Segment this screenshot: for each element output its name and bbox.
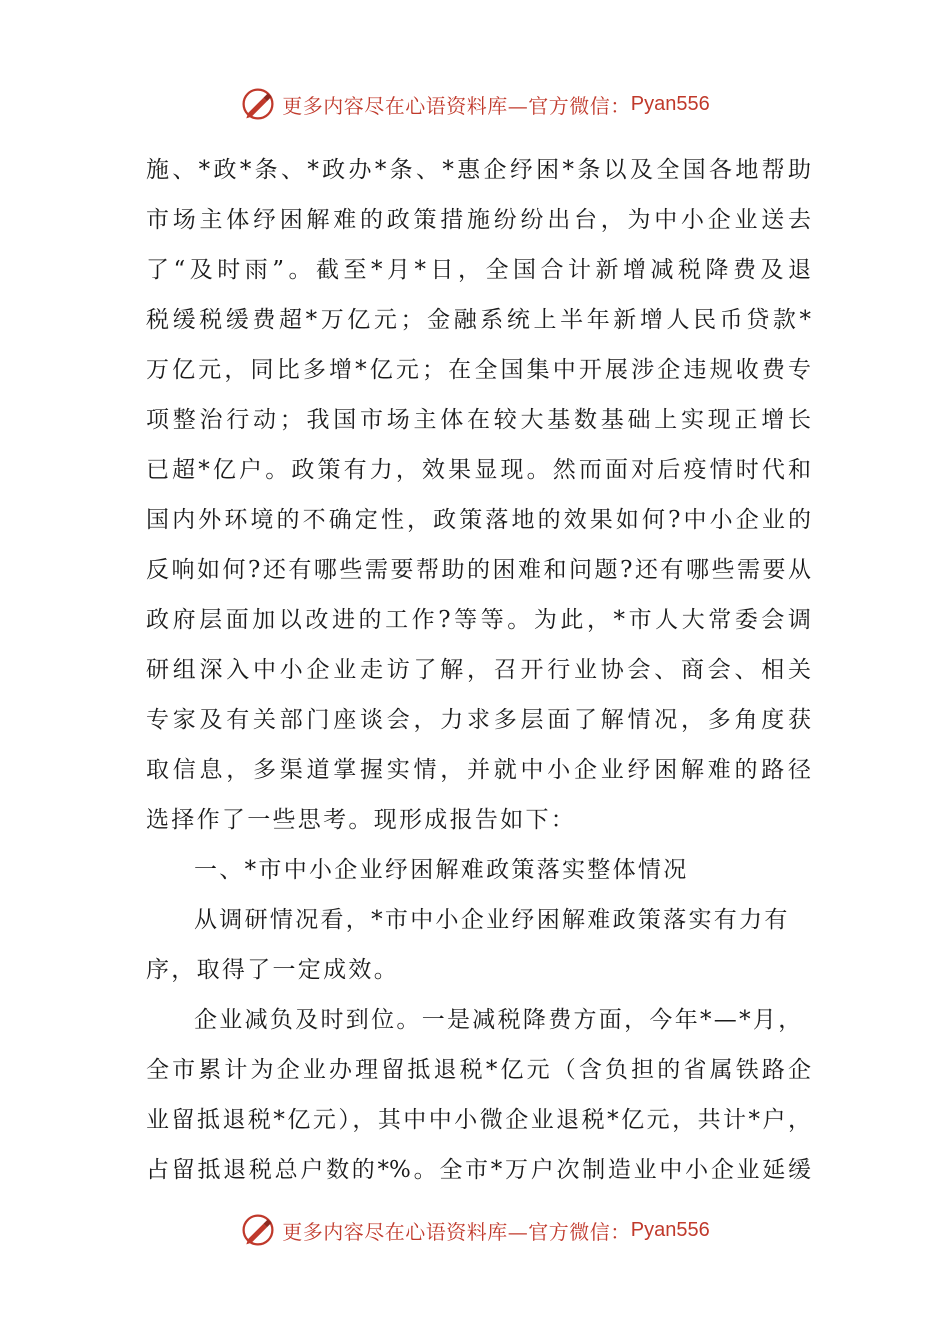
header-banner-wechat-id: Pyan556 (630, 92, 710, 115)
body-line: 序，取得了一定成效。 (146, 957, 399, 983)
pen-logo-icon (240, 86, 276, 122)
body-line: 反响如何?还有哪些需要帮助的困难和问题?还有哪些需要从 (146, 557, 811, 583)
header-banner (0, 84, 950, 124)
document-body (146, 145, 811, 1195)
body-line: 了“及时雨”。截至*月*日，全国合计新增减税降费及退 (146, 257, 811, 283)
body-line: 选择作了一些思考。现形成报告如下： (146, 807, 577, 833)
body-line: 占留抵退税总户数的*%。全市*万户次制造业中小企业延缓 (146, 1157, 811, 1183)
body-line: 税缓税缓费超*万亿元；金融系统上半年新增人民币贷款* (146, 307, 811, 333)
body-line: 从调研情况看，*市中小企业纾困解难政策落实有力有 (194, 907, 790, 933)
body-line: 项整治行动；我国市场主体在较大基数基础上实现正增长 (146, 407, 811, 433)
section-heading: 一、*市中小企业纾困解难政策落实整体情况 (194, 857, 689, 883)
pen-logo-icon (240, 1212, 276, 1248)
body-line: 政府层面加以改进的工作?等等。为此，*市人大常委会调 (146, 607, 811, 633)
body-line: 研组深入中小企业走访了解，召开行业协会、商会、相关 (146, 657, 811, 683)
body-line: 施、*政*条、*政办*条、*惠企纾困*条以及全国各地帮助 (146, 157, 811, 183)
body-line: 业留抵退税*亿元），其中中小微企业退税*亿元，共计*户， (146, 1107, 811, 1133)
header-banner-text: 更多内容尽在心语资料库—官方微信： (282, 93, 631, 118)
body-line: 市场主体纾困解难的政策措施纷纷出台，为中小企业送去 (146, 207, 811, 233)
body-line: 取信息，多渠道掌握实情，并就中小企业纾困解难的路径 (146, 757, 811, 783)
body-line: 全市累计为企业办理留抵退税*亿元（含负担的省属铁路企 (146, 1057, 811, 1083)
body-line: 万亿元，同比多增*亿元；在全国集中开展涉企违规收费专 (146, 357, 811, 383)
footer-banner-wechat-id: Pyan556 (630, 1218, 710, 1241)
footer-banner (0, 1210, 950, 1250)
body-line: 国内外环境的不确定性，政策落地的效果如何?中小企业的 (146, 507, 811, 533)
body-line: 专家及有关部门座谈会，力求多层面了解情况，多角度获 (146, 707, 811, 733)
footer-banner-text: 更多内容尽在心语资料库—官方微信： (282, 1219, 631, 1244)
body-line: 已超*亿户。政策有力，效果显现。然而面对后疫情时代和 (146, 457, 811, 483)
body-line: 企业减负及时到位。一是减税降费方面，今年*—*月， (194, 1007, 804, 1033)
